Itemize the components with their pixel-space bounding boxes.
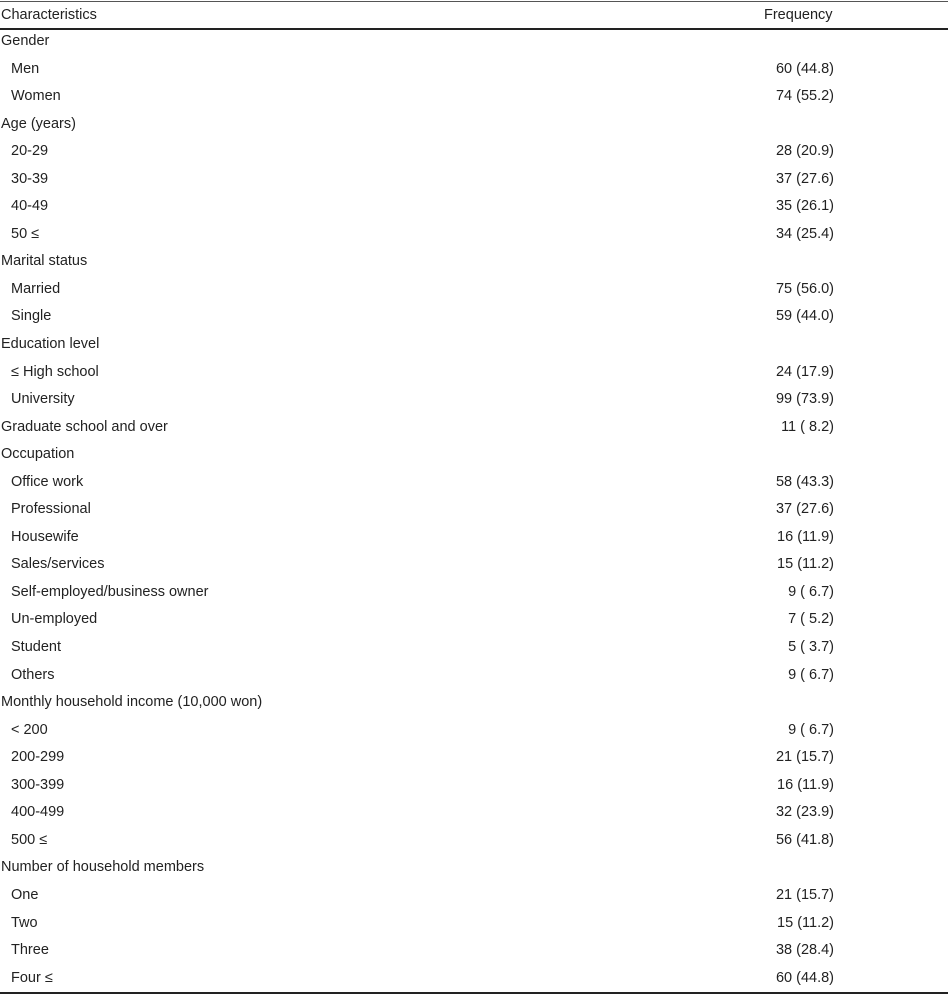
row-label: 400-499 (11, 804, 65, 821)
row-label: Four ≤ (11, 969, 53, 986)
table-row (0, 579, 948, 607)
row-frequency: 60 (44.8) (775, 60, 834, 77)
row-frequency: 35 (26.1) (775, 198, 834, 215)
table-bottom-rule (0, 992, 948, 994)
table-row (0, 551, 948, 579)
table-header (0, 3, 948, 27)
table-row (0, 276, 948, 304)
row-label: < 200 (11, 721, 48, 738)
table-row (0, 827, 948, 855)
table-row (0, 193, 948, 221)
row-label: Three (11, 942, 49, 959)
table-row (0, 882, 948, 910)
table-category-row (0, 111, 948, 139)
row-label: 200-299 (11, 749, 65, 766)
row-frequency: 15 (11.2) (777, 914, 834, 931)
table-row (0, 386, 948, 414)
row-frequency: 11 ( 8.2) (781, 418, 834, 435)
table-row (0, 965, 948, 993)
row-frequency: 5 ( 3.7) (788, 639, 834, 656)
row-label: ≤ High school (11, 363, 99, 380)
table-row (0, 496, 948, 524)
row-label: Two (11, 914, 38, 931)
table-row (0, 606, 948, 634)
row-frequency: 16 (11.9) (777, 776, 834, 793)
row-frequency: 16 (11.9) (777, 528, 834, 545)
row-label: Office work (11, 473, 84, 490)
row-frequency: 74 (55.2) (775, 88, 834, 105)
table-category-row (0, 689, 948, 717)
row-label: Education level (1, 336, 100, 353)
row-label: Others (11, 666, 55, 683)
row-label: Married (11, 280, 61, 297)
table-body (0, 28, 948, 992)
table-category-row (0, 28, 948, 56)
table-row (0, 303, 948, 331)
row-label: Monthly household income (10,000 won) (1, 694, 263, 711)
table-row (0, 744, 948, 772)
row-frequency: 9 ( 6.7) (788, 666, 834, 683)
table-row (0, 138, 948, 166)
row-label: Professional (11, 501, 91, 518)
header-characteristics: Characteristics (1, 7, 97, 23)
row-label: Marital status (1, 253, 88, 270)
row-label: 20-29 (11, 143, 49, 160)
row-label: Housewife (11, 528, 79, 545)
row-label: Women (11, 88, 61, 105)
row-label: 30-39 (11, 170, 49, 187)
row-frequency: 59 (44.0) (775, 308, 834, 325)
table-row (0, 910, 948, 938)
table-row (0, 83, 948, 111)
row-label: Age (years) (1, 115, 76, 132)
table-row (0, 524, 948, 552)
row-label: Un-employed (11, 611, 98, 628)
row-frequency: 56 (41.8) (775, 831, 834, 848)
row-frequency: 9 ( 6.7) (788, 721, 834, 738)
row-frequency: 7 ( 5.2) (788, 611, 834, 628)
row-frequency: 99 (73.9) (775, 391, 834, 408)
table-category-row (0, 854, 948, 882)
table-top-rule (0, 1, 948, 2)
table-category-row (0, 248, 948, 276)
row-label: One (11, 886, 39, 903)
row-frequency: 21 (15.7) (775, 749, 834, 766)
table-row (0, 56, 948, 84)
row-frequency: 15 (11.2) (777, 556, 834, 573)
table-row (0, 469, 948, 497)
row-label: Men (11, 60, 40, 77)
row-label: Number of household members (1, 859, 205, 876)
table-category-row (0, 414, 948, 442)
row-frequency: 28 (20.9) (775, 143, 834, 160)
table-row (0, 221, 948, 249)
table-row (0, 166, 948, 194)
row-label: Gender (1, 33, 50, 49)
row-label: 500 ≤ (11, 831, 48, 848)
row-frequency: 24 (17.9) (775, 363, 834, 380)
row-label: Student (11, 639, 61, 656)
table-row (0, 359, 948, 387)
row-label: Sales/services (11, 556, 105, 573)
row-frequency: 60 (44.8) (775, 969, 834, 986)
table-category-row (0, 441, 948, 469)
row-frequency: 37 (27.6) (775, 501, 834, 518)
table-row (0, 799, 948, 827)
row-label: Graduate school and over (1, 418, 168, 435)
row-label: University (11, 391, 75, 408)
table-row (0, 772, 948, 800)
row-label: 300-399 (11, 776, 65, 793)
row-frequency: 37 (27.6) (775, 170, 834, 187)
row-label: Occupation (1, 446, 75, 463)
table-row (0, 937, 948, 965)
row-label: Single (11, 308, 52, 325)
row-frequency: 38 (28.4) (775, 942, 834, 959)
table-row (0, 634, 948, 662)
table-category-row (0, 331, 948, 359)
table-row (0, 717, 948, 745)
row-frequency: 21 (15.7) (775, 886, 834, 903)
row-frequency: 32 (23.9) (775, 804, 834, 821)
row-label: Self-employed/business owner (11, 583, 209, 600)
table-row (0, 662, 948, 690)
header-frequency: Frequency (764, 7, 833, 23)
row-frequency: 58 (43.3) (775, 473, 834, 490)
row-frequency: 9 ( 6.7) (788, 583, 834, 600)
row-label: 40-49 (11, 198, 49, 215)
row-label: 50 ≤ (11, 225, 40, 242)
row-frequency: 75 (56.0) (775, 280, 834, 297)
row-frequency: 34 (25.4) (775, 225, 834, 242)
